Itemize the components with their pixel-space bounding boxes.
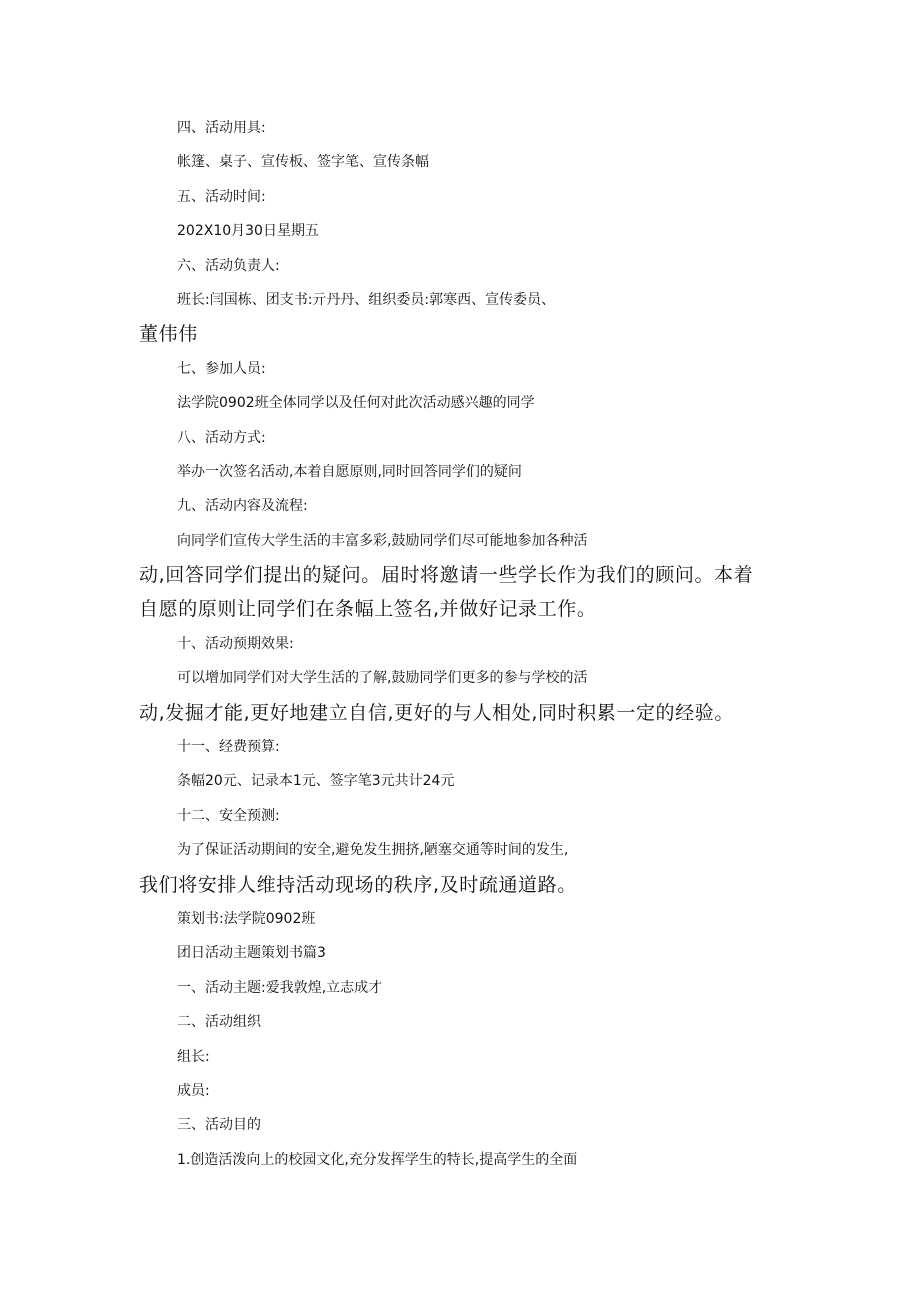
document-line: 1.创造活泼向上的校园文化,充分发挥学生的特长,提高学生的全面 <box>177 1151 578 1168</box>
document-line: 条幅20元、记录本1元、签字笔3元共计24元 <box>177 773 455 790</box>
document-line: 帐篷、桌子、宣传板、签字笔、宣传条幅 <box>177 154 429 171</box>
document-line: 班长:闫国栋、团支书:亓丹丹、组织委员:郭寒西、宣传委员、 <box>177 291 556 308</box>
document-line: 董伟伟 <box>139 323 198 346</box>
document-line: 法学院0902班全体同学以及任何对此次活动感兴趣的同学 <box>177 395 535 412</box>
document-line: 七、参加人员: <box>177 360 266 377</box>
document-line: 三、活动目的 <box>177 1117 261 1134</box>
document-line: 九、活动内容及流程: <box>177 498 308 515</box>
document-line: 自愿的原则让同学们在条幅上签名,并做好记录工作。 <box>139 598 597 621</box>
document-line: 策划书:法学院0902班 <box>177 910 316 927</box>
document-line: 成员: <box>177 1082 210 1099</box>
document-line: 十二、安全预测: <box>177 807 280 824</box>
document-line: 十一、经费预算: <box>177 739 280 756</box>
document-line: 动,发掘才能,更好地建立自信,更好的与人相处,同时积累一定的经验。 <box>139 701 734 724</box>
document-line: 二、活动组织 <box>177 1014 261 1031</box>
document-line: 动,回答同学们提出的疑问。届时将邀请一些学长作为我们的顾问。本着 <box>139 564 754 587</box>
document-line: 四、活动用具: <box>177 120 266 136</box>
document-line: 202X10月30日星期五 <box>177 223 319 240</box>
document-line: 五、活动时间: <box>177 188 266 205</box>
document-body <box>139 111 789 1177</box>
document-line: 一、活动主题:爱我敦煌,立志成才 <box>177 979 383 996</box>
document-line: 向同学们宣传大学生活的丰富多彩,鼓励同学们尽可能地参加各种活 <box>177 532 588 549</box>
document-line: 组长: <box>177 1048 210 1065</box>
document-line: 为了保证活动期间的安全,避免发生拥挤,陋塞交通等时间的发生, <box>177 842 569 859</box>
document-line: 八、活动方式: <box>177 429 266 446</box>
document-line: 我们将安排人维持活动现场的秩序,及时疏通道路。 <box>139 873 577 896</box>
document-line: 举办一次签名活动,本着自愿原则,同时回答同学们的疑问 <box>177 463 522 480</box>
document-line: 十、活动预期效果: <box>177 635 294 652</box>
document-line: 可以增加同学们对大学生活的了解,鼓励同学们更多的参与学校的活 <box>177 670 588 687</box>
document-line: 六、活动负责人: <box>177 257 280 274</box>
document-line: 团日活动主题策划书篇3 <box>177 945 326 962</box>
